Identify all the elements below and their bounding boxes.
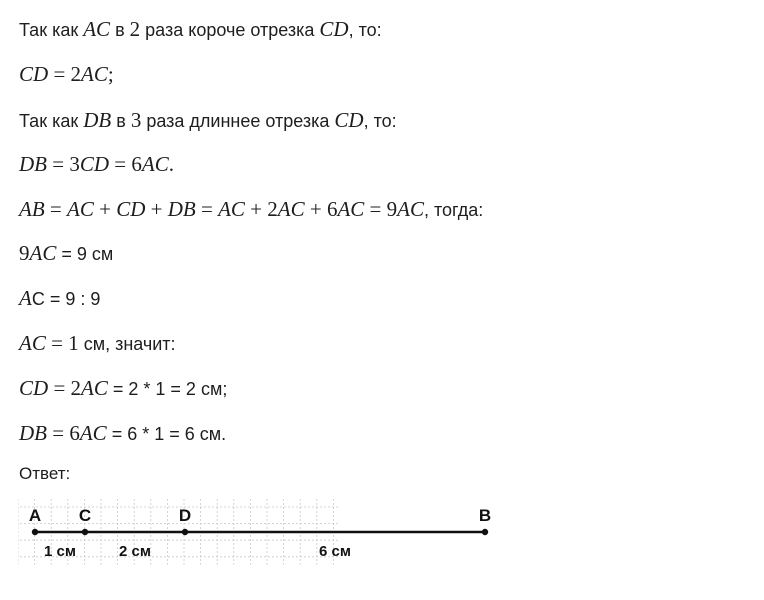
operator: = — [364, 197, 387, 221]
text: , то: — [363, 111, 397, 131]
text: = 6 * 1 = 6 см. — [106, 424, 227, 444]
math-CD: CD — [116, 197, 146, 221]
math-AC: AC — [81, 62, 108, 86]
punctuation: . — [168, 152, 174, 176]
text: C = 9 : 9 — [31, 289, 101, 309]
math-number: 6 — [131, 152, 142, 176]
segment-lengths — [44, 543, 351, 560]
operator: = — [48, 62, 71, 86]
segment-length-label: 1 см — [44, 543, 76, 560]
operator: = — [109, 152, 132, 176]
math-AC: AC — [397, 197, 424, 221]
operator: = — [44, 197, 67, 221]
math-number: 3 — [130, 108, 142, 132]
math-number: 9 — [19, 241, 30, 265]
math-AC: AC — [141, 152, 169, 176]
text-line-3 — [19, 108, 397, 133]
point-A-label: A — [28, 506, 42, 525]
punctuation: ; — [107, 62, 114, 86]
text: , тогда: — [423, 200, 484, 220]
point-C-label: C — [78, 506, 92, 525]
equation-line-7 — [19, 286, 100, 311]
point-B-dot — [482, 529, 488, 535]
math-AC: AC — [67, 197, 94, 221]
point-D-label: D — [178, 506, 192, 525]
text: = 9 см — [56, 244, 114, 264]
math-AC: AC — [79, 421, 107, 445]
segment-length-label: 2 см — [119, 543, 151, 560]
math-number: 3 — [69, 152, 80, 176]
math-AC: AC — [277, 197, 305, 221]
operator: = — [47, 152, 70, 176]
operator: = — [45, 331, 69, 355]
math-number: 2 — [267, 197, 278, 221]
segment-length-label: 6 см — [319, 543, 351, 560]
math-A: A — [19, 286, 32, 310]
math-AC: AC — [29, 241, 57, 265]
point-B-label: B — [478, 506, 492, 525]
math-CD: CD — [79, 152, 110, 176]
math-CD: CD — [319, 17, 349, 41]
text: Так как — [19, 111, 84, 131]
equation-line-2 — [19, 62, 114, 87]
answer-label: Ответ: — [19, 464, 71, 483]
math-AC: AC — [218, 197, 245, 221]
operator: = — [195, 197, 219, 221]
operator: = — [47, 421, 70, 445]
operator: + — [304, 197, 327, 221]
math-DB: DB — [19, 421, 47, 445]
operator: + — [145, 197, 168, 221]
math-DB: DB — [83, 108, 112, 132]
text: в — [110, 20, 130, 40]
text: = 2 * 1 = 2 см; — [107, 379, 228, 399]
math-AC: AC — [337, 197, 365, 221]
math-number: 1 — [68, 331, 79, 355]
math-number: 2 — [70, 376, 82, 400]
operator: + — [93, 197, 117, 221]
math-DB: DB — [19, 152, 47, 176]
equation-line-10 — [19, 421, 226, 446]
math-CD: CD — [19, 62, 49, 86]
point-C-dot — [82, 529, 88, 535]
math-number: 6 — [69, 421, 80, 445]
text: см, значит: — [78, 334, 176, 354]
text: Так как — [19, 20, 84, 40]
equation-line-5 — [19, 197, 483, 222]
point-A-dot — [32, 529, 38, 535]
equation-line-8 — [19, 331, 176, 356]
math-AC: AC — [19, 331, 46, 355]
text: раза короче отрезка — [140, 20, 320, 40]
operator: = — [48, 376, 71, 400]
text: раза длиннее отрезка — [141, 111, 335, 131]
math-AC: AC — [83, 17, 111, 41]
math-AB: AB — [19, 197, 45, 221]
math-number: 2 — [129, 17, 141, 41]
text: в — [111, 111, 131, 131]
math-AC: AC — [81, 376, 108, 400]
segment-diagram — [18, 496, 518, 570]
equation-line-9 — [19, 376, 227, 401]
equation-line-6 — [19, 241, 113, 266]
math-CD: CD — [334, 108, 364, 132]
point-D-dot — [182, 529, 188, 535]
math-number: 6 — [326, 197, 338, 221]
math-number: 2 — [70, 62, 82, 86]
math-DB: DB — [167, 197, 196, 221]
math-number: 9 — [386, 197, 398, 221]
operator: + — [244, 197, 268, 221]
equation-line-4 — [19, 152, 174, 177]
text-line-1 — [19, 17, 382, 42]
text: , то: — [348, 20, 382, 40]
math-CD: CD — [19, 376, 49, 400]
